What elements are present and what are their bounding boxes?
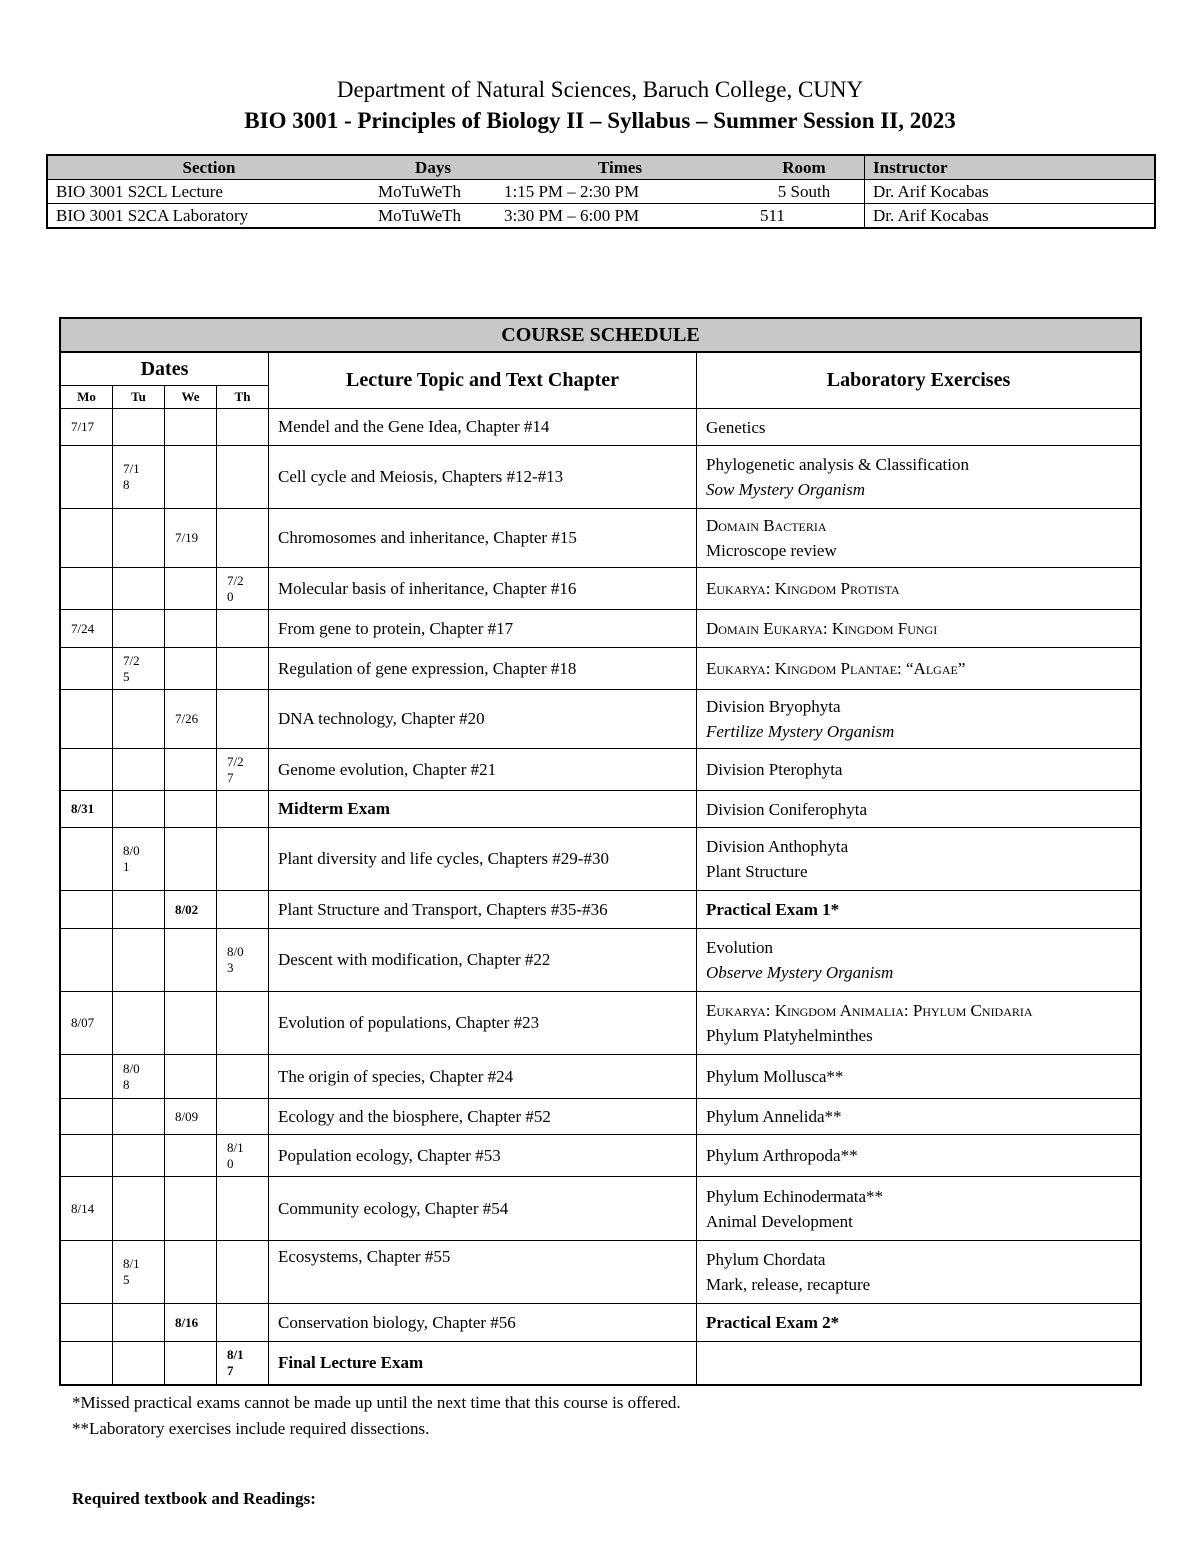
schedule-row — [60, 509, 1141, 568]
lab-exercise-subline: Mark, release, recapture — [706, 1275, 871, 1294]
date-cell-th: 7/2 7 — [217, 749, 269, 791]
footnotes — [72, 1390, 681, 1442]
schedule-row — [60, 610, 1141, 648]
date-cell-we — [165, 446, 217, 509]
section-days: MoTuWeTh — [370, 204, 496, 229]
date-cell-tu: 8/0 8 — [113, 1055, 165, 1099]
sections-table — [46, 154, 1156, 229]
lab-exercise-cell — [697, 749, 1142, 791]
lab-exercise-line: Phylogenetic analysis & Classification — [706, 455, 969, 474]
date-cell-tu — [113, 891, 165, 929]
date-cell-mo — [60, 1135, 113, 1177]
date-cell-th — [217, 1304, 269, 1342]
day-header-mo: Mo — [60, 386, 113, 409]
lab-exercise-line: Division Bryophyta — [706, 697, 841, 716]
lab-exercise-line: Division Anthophyta — [706, 837, 849, 856]
date-cell-we — [165, 1177, 217, 1241]
schedule-row — [60, 1055, 1141, 1099]
date-cell-th — [217, 446, 269, 509]
lab-exercise-cell — [697, 1342, 1142, 1385]
date-cell-mo — [60, 1099, 113, 1135]
lab-exercise-cell — [697, 1099, 1142, 1135]
date-cell-tu — [113, 1342, 165, 1385]
date-cell-mo: 8/31 — [60, 791, 113, 828]
date-cell-tu: 7/2 5 — [113, 648, 165, 690]
schedule-row — [60, 749, 1141, 791]
schedule-row — [60, 791, 1141, 828]
date-cell-we: 8/09 — [165, 1099, 217, 1135]
date-cell-tu — [113, 1177, 165, 1241]
date-cell-we — [165, 1342, 217, 1385]
lab-exercise-line: Division Pterophyta — [706, 760, 843, 779]
lab-exercise-cell — [697, 1055, 1142, 1099]
lab-exercise-cell — [697, 1177, 1142, 1241]
date-cell-we — [165, 791, 217, 828]
date-cell-we: 8/16 — [165, 1304, 217, 1342]
date-cell-th — [217, 992, 269, 1055]
date-cell-we — [165, 568, 217, 610]
date-cell-we: 8/02 — [165, 891, 217, 929]
schedule-row — [60, 992, 1141, 1055]
date-cell-mo — [60, 1304, 113, 1342]
date-cell-we — [165, 648, 217, 690]
lab-exercise-cell — [697, 610, 1142, 648]
lab-exercise-line: Phylum Arthropoda** — [706, 1146, 858, 1165]
course-schedule-table — [59, 317, 1142, 1386]
schedule-row — [60, 446, 1141, 509]
lab-exercise-line: Phylum Mollusca** — [706, 1067, 844, 1086]
date-cell-th — [217, 610, 269, 648]
lecture-topic-cell: Chromosomes and inheritance, Chapter #15 — [269, 509, 697, 568]
lab-exercise-subline: Plant Structure — [706, 862, 808, 881]
date-cell-mo — [60, 1342, 113, 1385]
day-header-tu: Tu — [113, 386, 165, 409]
date-cell-th — [217, 891, 269, 929]
date-cell-mo — [60, 828, 113, 891]
date-cell-tu — [113, 1099, 165, 1135]
lecture-topic-cell: Regulation of gene expression, Chapter #18 — [269, 648, 697, 690]
lecture-topic-cell: Midterm Exam — [269, 791, 697, 828]
date-cell-mo: 8/07 — [60, 992, 113, 1055]
lecture-topic-cell: DNA technology, Chapter #20 — [269, 690, 697, 749]
date-cell-mo — [60, 891, 113, 929]
lab-exercise-cell — [697, 648, 1142, 690]
date-cell-th — [217, 1177, 269, 1241]
lecture-topic-cell: Mendel and the Gene Idea, Chapter #14 — [269, 409, 697, 446]
lab-exercise-line: Division Coniferophyta — [706, 799, 868, 819]
date-cell-mo: 7/24 — [60, 610, 113, 648]
lecture-topic-cell: Evolution of populations, Chapter #23 — [269, 992, 697, 1055]
date-cell-mo — [60, 568, 113, 610]
lab-exercise-line: Eukarya: Kingdom Animalia: Phylum Cnidaria — [706, 1001, 1033, 1020]
section-days: MoTuWeTh — [378, 181, 462, 201]
lecture-topic-cell: Plant diversity and life cycles, Chapters #29-#30 — [269, 828, 697, 891]
lecture-topic-cell: Plant Structure and Transport, Chapters #35-#36 — [269, 891, 697, 929]
lab-exercise-cell — [697, 929, 1142, 992]
lab-exercise-cell — [697, 409, 1142, 446]
laboratory-exercises-header: Laboratory Exercises — [697, 352, 1142, 409]
date-cell-tu — [113, 1135, 165, 1177]
lab-exercise-line: Practical Exam 2* — [706, 1313, 840, 1332]
lab-exercise-line: Practical Exam 1* — [706, 900, 840, 919]
date-cell-th — [217, 1055, 269, 1099]
lab-exercise-subline: Animal Development — [706, 1211, 853, 1231]
lab-exercise-line: Eukarya: Kingdom Plantae: “Algae” — [706, 659, 966, 678]
lecture-topic-cell: Community ecology, Chapter #54 — [269, 1177, 697, 1241]
document-header — [0, 74, 1200, 136]
date-cell-tu — [113, 409, 165, 446]
date-cell-mo: 8/14 — [60, 1177, 113, 1241]
schedule-row — [60, 1342, 1141, 1385]
lab-exercise-cell — [697, 1304, 1142, 1342]
date-cell-we: 7/26 — [165, 690, 217, 749]
section-room: 5 South — [777, 181, 831, 201]
sections-row — [47, 204, 1155, 229]
date-cell-tu — [113, 509, 165, 568]
section-instructor: Dr. Arif Kocabas — [865, 180, 1156, 204]
sections-header-instructor: Instructor — [865, 155, 1156, 180]
date-cell-we — [165, 828, 217, 891]
lab-exercise-cell — [697, 1241, 1142, 1304]
date-cell-th — [217, 1241, 269, 1304]
lab-exercise-cell — [697, 828, 1142, 891]
lab-exercise-line: Domain Bacteria — [706, 516, 827, 535]
dates-header: Dates — [60, 352, 269, 386]
date-cell-mo: 7/17 — [60, 409, 113, 446]
date-cell-th: 7/2 0 — [217, 568, 269, 610]
schedule-row — [60, 1304, 1141, 1342]
section-name: BIO 3001 S2CL Lecture — [56, 181, 223, 201]
lab-exercise-line: Evolution — [706, 938, 774, 957]
schedule-row — [60, 1177, 1141, 1241]
lab-exercise-line: Phylum Echinodermata** — [706, 1186, 884, 1206]
date-cell-th: 8/1 7 — [217, 1342, 269, 1385]
date-cell-tu — [113, 929, 165, 992]
lecture-topic-cell: The origin of species, Chapter #24 — [269, 1055, 697, 1099]
lab-exercise-cell — [697, 992, 1142, 1055]
date-cell-th — [217, 648, 269, 690]
date-cell-tu — [113, 610, 165, 648]
lecture-topic-cell: Conservation biology, Chapter #56 — [269, 1304, 697, 1342]
lecture-topic-cell: Descent with modification, Chapter #22 — [269, 929, 697, 992]
date-cell-we — [165, 610, 217, 648]
lecture-topic-cell: Final Lecture Exam — [269, 1342, 697, 1385]
date-cell-mo — [60, 509, 113, 568]
section-room: 511 — [744, 204, 865, 229]
date-cell-tu — [113, 1304, 165, 1342]
schedule-row — [60, 828, 1141, 891]
lecture-topic-cell: Molecular basis of inheritance, Chapter #16 — [269, 568, 697, 610]
date-cell-mo — [60, 1241, 113, 1304]
sections-header-room: Room — [744, 155, 865, 180]
lab-exercise-subline: Phylum Platyhelminthes — [706, 1026, 873, 1045]
date-cell-mo — [60, 929, 113, 992]
date-cell-tu — [113, 568, 165, 610]
date-cell-mo — [60, 446, 113, 509]
sections-row — [47, 180, 1155, 204]
lecture-topic-cell: Genome evolution, Chapter #21 — [269, 749, 697, 791]
schedule-row — [60, 568, 1141, 610]
lab-exercise-cell — [697, 446, 1142, 509]
date-cell-mo — [60, 690, 113, 749]
lecture-topic-cell: Ecosystems, Chapter #55 — [269, 1241, 697, 1304]
date-cell-we: 7/19 — [165, 509, 217, 568]
date-cell-tu: 8/1 5 — [113, 1241, 165, 1304]
section-name: BIO 3001 S2CA Laboratory — [47, 204, 370, 229]
schedule-row — [60, 409, 1141, 446]
day-header-we: We — [165, 386, 217, 409]
date-cell-tu: 8/0 1 — [113, 828, 165, 891]
date-cell-th — [217, 791, 269, 828]
lecture-topic-cell: Population ecology, Chapter #53 — [269, 1135, 697, 1177]
date-cell-th — [217, 690, 269, 749]
date-cell-we — [165, 1135, 217, 1177]
footnote-practical-exams: *Missed practical exams cannot be made up until the next time that this course is offered. — [72, 1393, 681, 1412]
date-cell-th — [217, 409, 269, 446]
date-cell-th — [217, 828, 269, 891]
date-cell-mo — [60, 648, 113, 690]
date-cell-we — [165, 1055, 217, 1099]
section-times: 1:15 PM – 2:30 PM — [504, 181, 640, 201]
schedule-row — [60, 929, 1141, 992]
date-cell-tu — [113, 749, 165, 791]
lab-exercise-cell — [697, 791, 1142, 828]
date-cell-mo — [60, 749, 113, 791]
footnote-dissections: **Laboratory exercises include required dissections. — [72, 1419, 430, 1438]
date-cell-th — [217, 1099, 269, 1135]
lab-exercise-line: Phylum Annelida** — [706, 1107, 842, 1126]
schedule-row — [60, 1241, 1141, 1304]
lab-exercise-line: Eukarya: Kingdom Protista — [706, 579, 900, 598]
lab-exercise-line: Phylum Chordata — [706, 1250, 826, 1269]
date-cell-we — [165, 929, 217, 992]
date-cell-we — [165, 749, 217, 791]
schedule-row — [60, 648, 1141, 690]
lab-exercise-cell — [697, 690, 1142, 749]
course-title: BIO 3001 - Principles of Biology II – Syllabus – Summer Session II, 2023 — [244, 108, 956, 133]
date-cell-th — [217, 509, 269, 568]
lab-exercise-cell — [697, 1135, 1142, 1177]
date-cell-we — [165, 992, 217, 1055]
sections-header-times: Times — [496, 155, 744, 180]
section-times: 3:30 PM – 6:00 PM — [496, 204, 744, 229]
lecture-topic-cell: Cell cycle and Meiosis, Chapters #12-#13 — [269, 446, 697, 509]
lab-exercise-line: Domain Eukarya: Kingdom Fungi — [706, 619, 938, 638]
day-header-th: Th — [217, 386, 269, 409]
lab-exercise-subline: Sow Mystery Organism — [706, 480, 865, 499]
lab-exercise-cell — [697, 509, 1142, 568]
lab-exercise-subline: Observe Mystery Organism — [706, 963, 894, 982]
date-cell-we — [165, 1241, 217, 1304]
date-cell-tu — [113, 791, 165, 828]
lab-exercise-subline: Microscope review — [706, 541, 837, 560]
required-textbook-heading: Required textbook and Readings: — [72, 1489, 316, 1508]
date-cell-th: 8/1 0 — [217, 1135, 269, 1177]
schedule-row — [60, 891, 1141, 929]
schedule-row — [60, 690, 1141, 749]
date-cell-mo — [60, 1055, 113, 1099]
lecture-topic-cell: Ecology and the biosphere, Chapter #52 — [269, 1099, 697, 1135]
lab-exercise-cell — [697, 568, 1142, 610]
date-cell-tu — [113, 690, 165, 749]
lecture-topic-header: Lecture Topic and Text Chapter — [269, 352, 697, 409]
lecture-topic-cell: From gene to protein, Chapter #17 — [269, 610, 697, 648]
sections-header-section: Section — [47, 155, 370, 180]
date-cell-we — [165, 409, 217, 446]
schedule-row — [60, 1099, 1141, 1135]
sections-header-days: Days — [370, 155, 496, 180]
date-cell-tu: 7/1 8 — [113, 446, 165, 509]
date-cell-th: 8/0 3 — [217, 929, 269, 992]
section-instructor: Dr. Arif Kocabas — [865, 204, 1156, 229]
department-title: Department of Natural Sciences, Baruch College, CUNY — [336, 77, 864, 102]
lab-exercise-subline: Fertilize Mystery Organism — [706, 722, 895, 741]
lab-exercise-line: Genetics — [706, 417, 766, 437]
lab-exercise-cell — [697, 891, 1142, 929]
date-cell-tu — [113, 992, 165, 1055]
schedule-title: COURSE SCHEDULE — [60, 318, 1141, 352]
schedule-row — [60, 1135, 1141, 1177]
